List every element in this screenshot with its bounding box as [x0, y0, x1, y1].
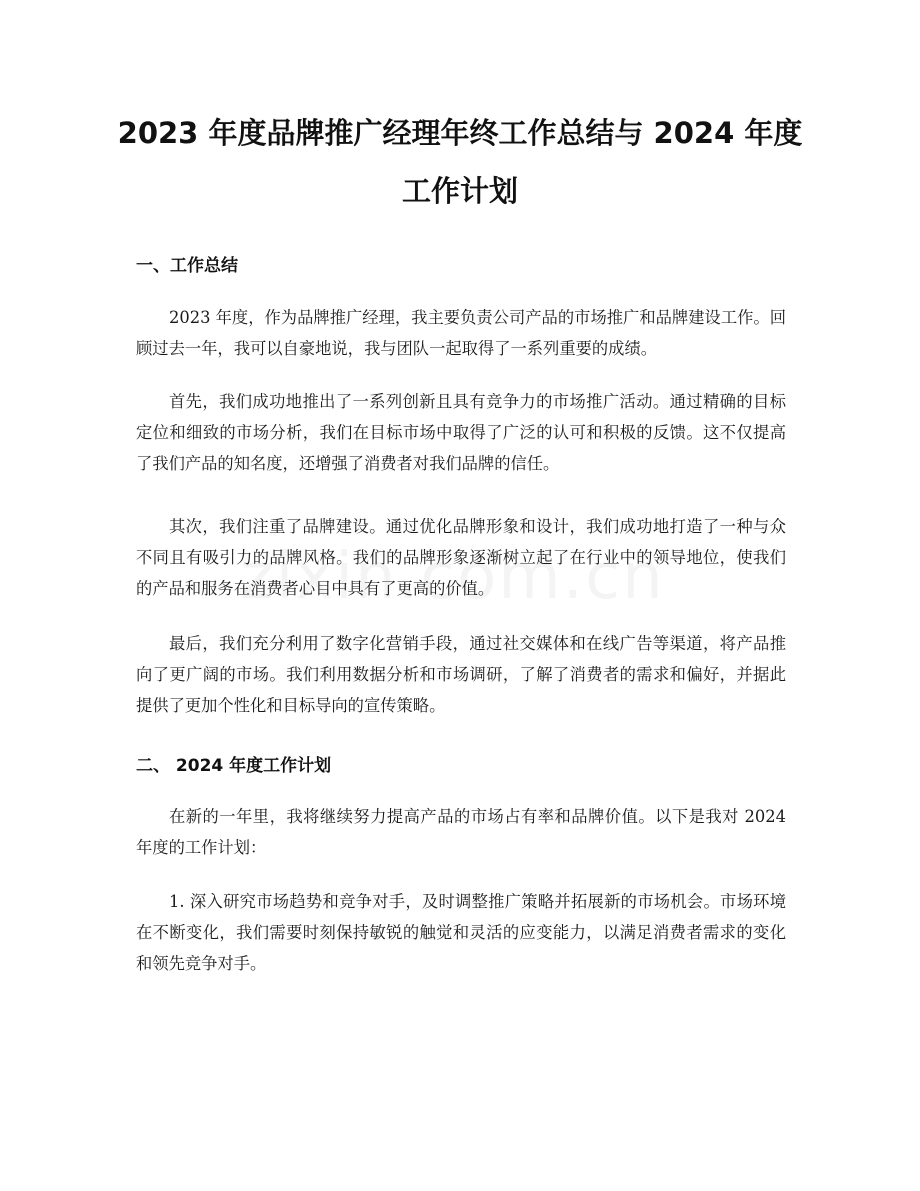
- section-heading-summary: 一、工作总结: [136, 256, 238, 276]
- section-heading-plan: 二、 2024 年度工作计划: [136, 756, 332, 776]
- summary-paragraph-4: 最后，我们充分利用了数字化营销手段，通过社交媒体和在线广告等渠道，将产品推向了更广阔的市场。我们利用数据分析和市场调研，了解了消费者的需求和偏好，并据此提供了更加个性化和目标导向的宣传策略。: [136, 634, 786, 715]
- summary-paragraph-3: 其次，我们注重了品牌建设。通过优化品牌形象和设计，我们成功地打造了一种与众不同且有吸引力的品牌风格。我们的品牌形象逐渐树立起了在行业中的领导地位，使我们的产品和服务在消费者心目中具有了更高的价值。: [136, 517, 786, 598]
- plan-item-1: 1. 深入研究市场趋势和竞争对手，及时调整推广策略并拓展新的市场机会。市场环境在不断变化，我们需要时刻保持敏锐的触觉和灵活的应变能力，以满足消费者需求的变化和领先竞争对手。: [136, 892, 786, 973]
- summary-paragraph-2: 首先，我们成功地推出了一系列创新且具有竞争力的市场推广活动。通过精确的目标定位和细致的市场分析，我们在目标市场中取得了广泛的认可和积极的反馈。这不仅提高了我们产品的知名度，还增强了消费者对我们品牌的信任。: [136, 392, 786, 473]
- document-title: 2023 年度品牌推广经理年终工作总结与 2024 年度工作计划: [117, 116, 803, 208]
- summary-paragraph-1: 2023 年度，作为品牌推广经理，我主要负责公司产品的市场推广和品牌建设工作。回顾过去一年，我可以自豪地说，我与团队一起取得了一系列重要的成绩。: [136, 308, 786, 358]
- plan-paragraph-intro: 在新的一年里，我将继续努力提高产品的市场占有率和品牌价值。以下是我对 2024 年度的工作计划：: [136, 807, 786, 857]
